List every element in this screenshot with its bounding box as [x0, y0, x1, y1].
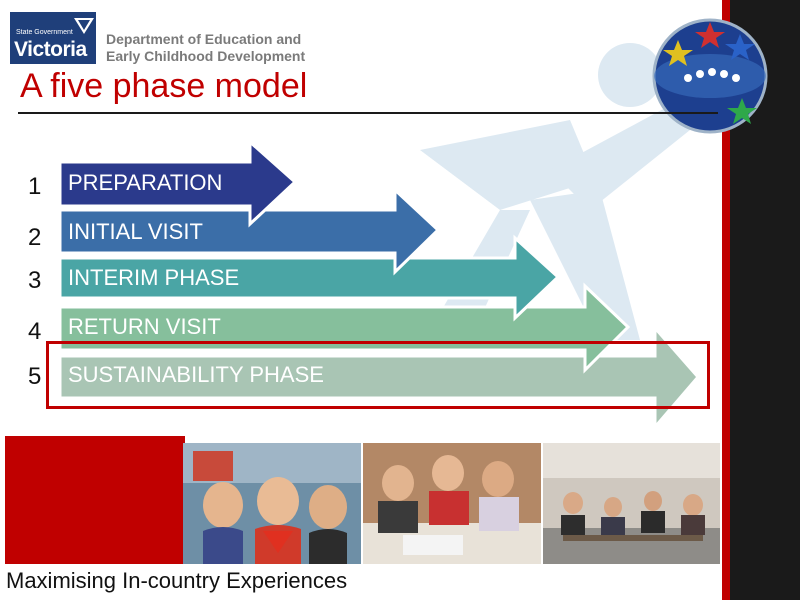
department-name: Department of Education and Early Childhood Development: [106, 31, 306, 64]
classroom-photo: [543, 443, 720, 564]
phase-label-3: INTERIM PHASE: [68, 265, 240, 290]
students-photo-1: [183, 443, 361, 564]
phase-label-1: PREPARATION: [68, 170, 223, 195]
phase-number-3: 3: [28, 267, 42, 294]
phase-number-5: 5: [28, 363, 42, 390]
phase-label-5: SUSTAINABILITY PHASE: [68, 362, 324, 387]
phase-number-4: 4: [28, 318, 42, 345]
students-photo-2: [363, 443, 541, 564]
phase-number-2: 2: [28, 224, 42, 251]
photo-accent-block: [5, 436, 185, 564]
phase-number-1: 1: [28, 173, 42, 200]
phase-label-2: INITIAL VISIT: [68, 219, 203, 244]
page-title: A five phase model: [20, 67, 308, 105]
caption: Maximising In-country Experiences: [6, 568, 348, 593]
highlight-frame: [46, 341, 710, 409]
logo-victoria-text: Victoria: [14, 38, 87, 61]
logo-small-text: State Government: [16, 29, 73, 36]
phase-label-4: RETURN VISIT: [68, 314, 221, 339]
